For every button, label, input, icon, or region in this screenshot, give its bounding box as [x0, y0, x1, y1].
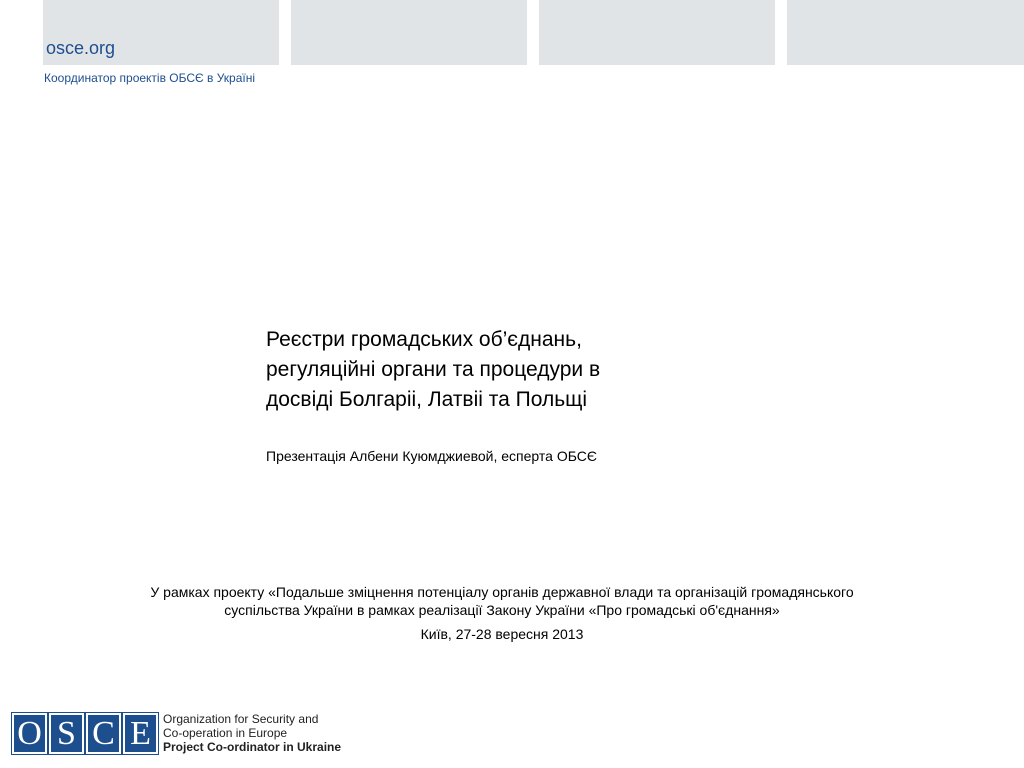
logo-letter: O	[12, 713, 47, 754]
site-link[interactable]: osce.org	[46, 38, 116, 58]
header-block-2	[291, 0, 527, 65]
header-block-4	[787, 0, 1024, 65]
presenter-line: Презентація Албени Куюмджиевой, есперта ОБСЄ	[266, 448, 597, 464]
logo-letter: C	[86, 713, 121, 754]
presentation-title	[266, 325, 726, 415]
project-description	[40, 583, 964, 643]
event-date-location: Київ, 27-28 вересня 2013	[420, 626, 584, 642]
title-line: регуляційні органи та процедури в	[266, 358, 601, 381]
title-line: Реєстри громадських об’єднань,	[266, 328, 582, 351]
project-line: У рамках проекту «Подальше зміцнення потенціалу органів державної влади та організацій громадянського	[150, 584, 854, 600]
logo-letter: E	[123, 713, 158, 754]
title-line: досвіді Болгаріі, Латвіі та Польщі	[266, 388, 588, 411]
logo-letter: S	[49, 713, 84, 754]
osce-logo	[12, 713, 158, 754]
project-line: суспільства України в рамках реалізації Закону України «Про громадські об'єднання»	[224, 602, 780, 618]
org-name-line: Organization for Security and	[163, 712, 319, 726]
header-subtitle: Координатор проектів ОБСЄ в Україні	[44, 71, 256, 85]
org-project-line: Project Co-ordinator in Ukraine	[163, 740, 342, 754]
organization-name	[163, 712, 341, 754]
org-name-line: Co-operation in Europe	[163, 726, 288, 740]
header-block-3	[539, 0, 775, 65]
